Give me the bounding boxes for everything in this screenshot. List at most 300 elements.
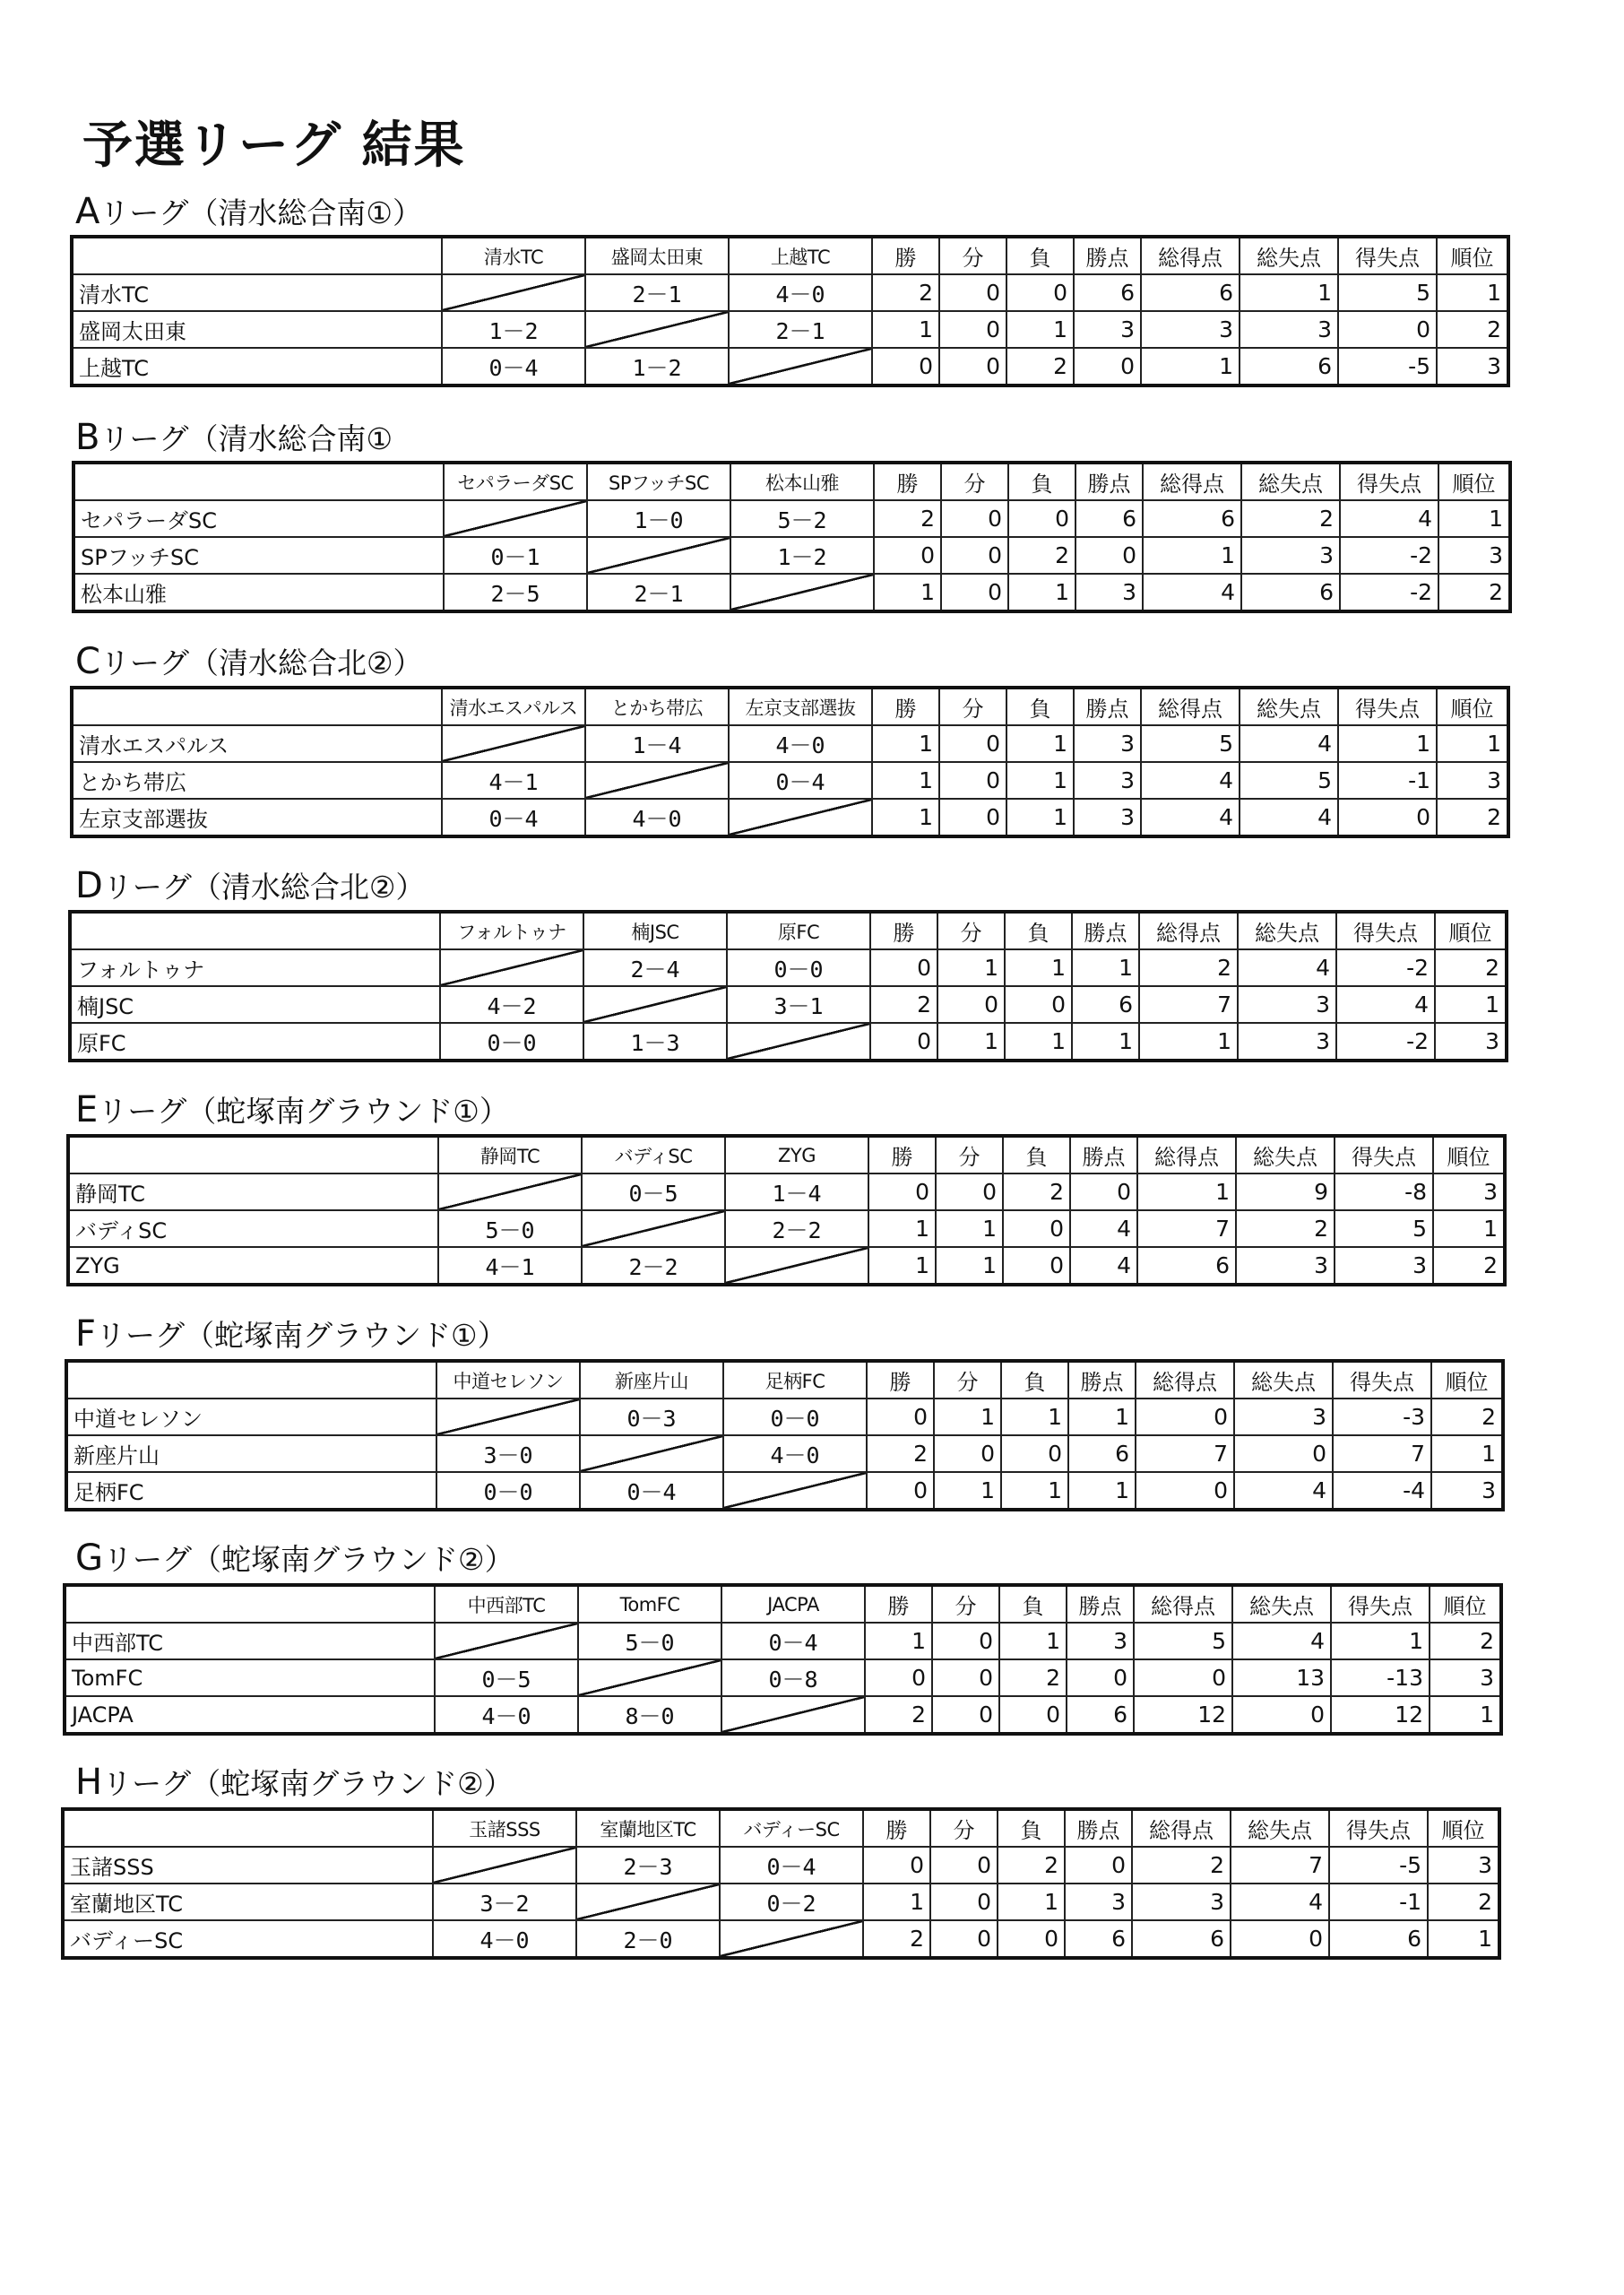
row-team-name: フォルトゥナ	[70, 949, 440, 986]
stat-value: 0	[932, 1623, 999, 1659]
stat-value: 3	[1132, 1884, 1231, 1920]
stat-value: 6	[1141, 274, 1240, 311]
column-header-stat: 勝点	[1067, 1585, 1134, 1623]
league-c-table	[70, 686, 1510, 838]
stat-value: 1	[937, 1023, 1005, 1061]
league-a-heading	[75, 190, 422, 232]
stat-value: 2	[1236, 1210, 1335, 1247]
stat-value: 0	[867, 1472, 934, 1510]
stat-value: 4	[1340, 500, 1438, 537]
stat-value: 0	[939, 762, 1006, 799]
stat-value: 1	[1006, 762, 1074, 799]
self-match-cell	[433, 1847, 576, 1884]
stat-value: 0	[932, 1659, 999, 1696]
stat-value: 4	[1238, 949, 1336, 986]
table-row	[70, 949, 1507, 986]
match-score: 1－3	[583, 1023, 727, 1061]
stat-value: 3	[1430, 1659, 1501, 1696]
column-header-team: 玉諸SSS	[433, 1809, 576, 1847]
table-row	[73, 574, 1510, 611]
column-header-team: 室蘭地区TC	[576, 1809, 720, 1847]
header-row	[63, 1809, 1499, 1847]
match-score: 1－2	[730, 537, 874, 574]
stat-value: 2	[998, 1847, 1065, 1884]
column-header-stat: 勝点	[1074, 688, 1141, 725]
league-f-heading	[75, 1312, 507, 1355]
league-d-heading	[75, 864, 425, 906]
header-corner	[68, 1136, 438, 1173]
match-score: 1－4	[725, 1173, 868, 1210]
stat-value: 1	[1006, 725, 1074, 762]
column-header-stat: 総得点	[1143, 463, 1241, 500]
column-header-stat: 順位	[1433, 1136, 1505, 1173]
league-venue: リーグ（清水総合南①	[99, 421, 393, 456]
column-header-stat: 得失点	[1333, 1361, 1431, 1399]
stat-value: 0	[863, 1847, 930, 1884]
column-header-stat: 総得点	[1141, 237, 1240, 274]
stat-value: 4	[1141, 762, 1240, 799]
stat-value: 0	[874, 537, 941, 574]
stat-value: 1	[1005, 1023, 1072, 1061]
column-header-team: 清水TC	[442, 237, 585, 274]
stat-value: 6	[1143, 500, 1241, 537]
table-row	[68, 1173, 1505, 1210]
column-header-stat: 負	[999, 1585, 1067, 1623]
self-match-cell	[576, 1884, 720, 1920]
column-header-stat: 分	[939, 688, 1006, 725]
column-header-stat: 分	[932, 1585, 999, 1623]
stat-value: 1	[1139, 1023, 1238, 1061]
match-score: 3－0	[436, 1435, 580, 1472]
column-header-stat: 分	[930, 1809, 998, 1847]
stat-value: 1	[1437, 274, 1508, 311]
column-header-team: 原FC	[727, 912, 870, 949]
header-row	[68, 1136, 1505, 1173]
row-team-name: とかち帯広	[72, 762, 442, 799]
stat-value: 1	[934, 1472, 1001, 1510]
column-header-stat: 勝	[865, 1585, 932, 1623]
self-match-cell	[580, 1435, 723, 1472]
stat-value: 1	[868, 1247, 936, 1285]
header-row	[70, 912, 1507, 949]
stat-value: 1	[998, 1884, 1065, 1920]
stat-value: 1	[936, 1210, 1003, 1247]
column-header-stat: 勝	[870, 912, 937, 949]
table-row	[66, 1399, 1503, 1435]
column-header-stat: 順位	[1431, 1361, 1503, 1399]
stat-value: -5	[1338, 348, 1437, 385]
match-score: 4－1	[438, 1247, 582, 1285]
column-header-stat: 負	[1005, 912, 1072, 949]
column-header-team: バディーSC	[720, 1809, 863, 1847]
self-match-cell	[438, 1173, 582, 1210]
stat-value: 6	[1137, 1247, 1236, 1285]
match-score: 2－0	[576, 1920, 720, 1958]
stat-value: 0	[934, 1435, 1001, 1472]
stat-value: 2	[1438, 574, 1510, 611]
stat-value: 7	[1137, 1210, 1236, 1247]
league-h-table	[61, 1807, 1501, 1960]
stat-value: 2	[1430, 1623, 1501, 1659]
stat-value: 0	[1075, 537, 1143, 574]
stat-value: 6	[1065, 1920, 1132, 1958]
stat-value: 2	[1431, 1399, 1503, 1435]
stat-value: -2	[1340, 537, 1438, 574]
column-header-stat: 勝	[872, 237, 939, 274]
league-letter: E	[75, 1089, 99, 1130]
stat-value: 1	[868, 1210, 936, 1247]
league-a-table	[70, 235, 1510, 387]
stat-value: 1	[1431, 1435, 1503, 1472]
league-h-heading	[75, 1761, 514, 1803]
match-score: 4－0	[433, 1920, 576, 1958]
header-corner	[70, 912, 440, 949]
stat-value: 0	[1003, 1247, 1070, 1285]
header-corner	[65, 1585, 435, 1623]
stat-value: 2	[1428, 1884, 1499, 1920]
stat-value: 1	[1338, 725, 1437, 762]
stat-value: 0	[1134, 1659, 1232, 1696]
stat-value: 6	[1241, 574, 1340, 611]
row-team-name: 清水エスパルス	[72, 725, 442, 762]
match-score: 3－1	[727, 986, 870, 1023]
header-corner	[63, 1809, 433, 1847]
column-header-stat: 分	[934, 1361, 1001, 1399]
stat-value: 5	[1335, 1210, 1433, 1247]
column-header-team: フォルトゥナ	[440, 912, 583, 949]
stat-value: 0	[939, 799, 1006, 836]
stat-value: -2	[1340, 574, 1438, 611]
stat-value: 2	[874, 500, 941, 537]
header-row	[73, 463, 1510, 500]
column-header-stat: 総得点	[1137, 1136, 1236, 1173]
column-header-stat: 総得点	[1134, 1585, 1232, 1623]
stat-value: 1	[1433, 1210, 1505, 1247]
stat-value: 3	[1074, 311, 1141, 348]
row-team-name: TomFC	[65, 1659, 435, 1696]
column-header-stat: 勝	[874, 463, 941, 500]
column-header-stat: 勝	[868, 1136, 936, 1173]
stat-value: 7	[1333, 1435, 1431, 1472]
match-score: 8－0	[578, 1696, 721, 1734]
stat-value: 3	[1240, 311, 1338, 348]
match-score: 0－4	[442, 348, 585, 385]
stat-value: -2	[1336, 949, 1435, 986]
self-match-cell	[725, 1247, 868, 1285]
stat-value: 6	[1072, 986, 1139, 1023]
stat-value: 2	[1435, 949, 1507, 986]
stat-value: 1	[1068, 1472, 1136, 1510]
column-header-team: とかち帯広	[585, 688, 729, 725]
stat-value: 0	[870, 1023, 937, 1061]
stat-value: 6	[1329, 1920, 1428, 1958]
stat-value: 0	[936, 1173, 1003, 1210]
column-header-stat: 総得点	[1141, 688, 1240, 725]
stat-value: 1	[999, 1623, 1067, 1659]
stat-value: 0	[1008, 500, 1075, 537]
column-header-stat: 総失点	[1231, 1809, 1329, 1847]
stat-value: 0	[867, 1399, 934, 1435]
column-header-stat: 総得点	[1132, 1809, 1231, 1847]
stat-value: 12	[1331, 1696, 1430, 1734]
column-header-stat: 総失点	[1238, 912, 1336, 949]
match-score: 4－0	[723, 1435, 867, 1472]
self-match-cell	[729, 348, 872, 385]
league-letter: F	[75, 1313, 97, 1355]
stat-value: 3	[1074, 799, 1141, 836]
stat-value: 0	[1136, 1399, 1234, 1435]
column-header-team: 盛岡太田東	[585, 237, 729, 274]
stat-value: -8	[1335, 1173, 1433, 1210]
column-header-team: SPフッチSC	[587, 463, 730, 500]
match-score: 0－5	[582, 1173, 725, 1210]
column-header-stat: 得失点	[1335, 1136, 1433, 1173]
stat-value: 0	[941, 500, 1008, 537]
stat-value: -13	[1331, 1659, 1430, 1696]
match-score: 1－2	[442, 311, 585, 348]
row-team-name: 中西部TC	[65, 1623, 435, 1659]
column-header-team: 中西部TC	[435, 1585, 578, 1623]
league-letter: B	[75, 417, 100, 458]
match-score: 5－2	[730, 500, 874, 537]
stat-value: 2	[1132, 1847, 1231, 1884]
row-team-name: バディーSC	[63, 1920, 433, 1958]
column-header-stat: 総得点	[1139, 912, 1238, 949]
self-match-cell	[440, 949, 583, 986]
column-header-stat: 負	[1003, 1136, 1070, 1173]
match-score: 2－2	[725, 1210, 868, 1247]
match-score: 0－0	[440, 1023, 583, 1061]
stat-value: 13	[1232, 1659, 1331, 1696]
league-e-heading	[75, 1088, 509, 1130]
column-header-team: 楠JSC	[583, 912, 727, 949]
stat-value: 3	[1433, 1173, 1505, 1210]
stat-value: 5	[1240, 762, 1338, 799]
stat-value: 3	[1438, 537, 1510, 574]
stat-value: 3	[1236, 1247, 1335, 1285]
stat-value: 4	[1143, 574, 1241, 611]
league-c-heading	[75, 640, 423, 682]
row-team-name: 松本山雅	[73, 574, 444, 611]
match-score: 4－0	[729, 725, 872, 762]
stat-value: 3	[1234, 1399, 1333, 1435]
stat-value: 4	[1070, 1210, 1137, 1247]
stat-value: 5	[1141, 725, 1240, 762]
stat-value: 1	[1006, 311, 1074, 348]
column-header-stat: 順位	[1437, 688, 1508, 725]
header-corner	[72, 688, 442, 725]
stat-value: 0	[998, 1920, 1065, 1958]
self-match-cell	[721, 1696, 865, 1734]
self-match-cell	[727, 1023, 870, 1061]
stat-value: 1	[1240, 274, 1338, 311]
stat-value: 3	[1238, 986, 1336, 1023]
stat-value: 7	[1231, 1847, 1329, 1884]
stat-value: 0	[941, 574, 1008, 611]
column-header-stat: 負	[1001, 1361, 1068, 1399]
table-row	[72, 311, 1508, 348]
match-score: 0－2	[720, 1884, 863, 1920]
column-header-team: 左京支部選抜	[729, 688, 872, 725]
column-header-team: 上越TC	[729, 237, 872, 274]
match-score: 5－0	[438, 1210, 582, 1247]
match-score: 3－2	[433, 1884, 576, 1920]
league-letter: A	[75, 191, 100, 232]
header-corner	[72, 237, 442, 274]
self-match-cell	[585, 762, 729, 799]
stat-value: 1	[1430, 1696, 1501, 1734]
stat-value: 0	[1067, 1659, 1134, 1696]
stat-value: 1	[936, 1247, 1003, 1285]
stat-value: 0	[1074, 348, 1141, 385]
stat-value: 1	[872, 725, 939, 762]
stat-value: 3	[1435, 1023, 1507, 1061]
league-venue: リーグ（清水総合北②）	[102, 870, 426, 905]
stat-value: 1	[1006, 799, 1074, 836]
stat-value: 3	[1241, 537, 1340, 574]
column-header-stat: 総失点	[1232, 1585, 1331, 1623]
self-match-cell	[585, 311, 729, 348]
column-header-stat: 得失点	[1329, 1809, 1428, 1847]
column-header-stat: 勝点	[1068, 1361, 1136, 1399]
stat-value: 0	[939, 725, 1006, 762]
stat-value: -4	[1333, 1472, 1431, 1510]
stat-value: 1	[1137, 1173, 1236, 1210]
header-row	[65, 1585, 1501, 1623]
stat-value: 3	[1074, 762, 1141, 799]
column-header-stat: 勝点	[1065, 1809, 1132, 1847]
table-row	[72, 762, 1508, 799]
stat-value: 1	[1001, 1472, 1068, 1510]
stat-value: 0	[1070, 1173, 1137, 1210]
league-letter: H	[75, 1762, 103, 1803]
stat-value: 2	[1433, 1247, 1505, 1285]
match-score: 4－0	[585, 799, 729, 836]
row-team-name: 足柄FC	[66, 1472, 436, 1510]
league-e-table	[66, 1134, 1507, 1286]
table-row	[72, 725, 1508, 762]
row-team-name: 室蘭地区TC	[63, 1884, 433, 1920]
row-team-name: バディSC	[68, 1210, 438, 1247]
stat-value: -1	[1338, 762, 1437, 799]
row-team-name: 中道セレソン	[66, 1399, 436, 1435]
column-header-stat: 勝	[872, 688, 939, 725]
stat-value: 0	[1232, 1696, 1331, 1734]
stat-value: 5	[1338, 274, 1437, 311]
stat-value: 1	[937, 949, 1005, 986]
stat-value: 2	[1437, 799, 1508, 836]
match-score: 0－5	[435, 1659, 578, 1696]
column-header-team: JACPA	[721, 1585, 865, 1623]
column-header-stat: 分	[941, 463, 1008, 500]
league-letter: C	[75, 641, 100, 682]
table-row	[73, 500, 1510, 537]
league-venue: リーグ（蛇塚南グラウンド②）	[103, 1542, 514, 1577]
table-row	[65, 1696, 1501, 1734]
stat-value: 1	[1072, 1023, 1139, 1061]
stat-value: 1	[865, 1623, 932, 1659]
stat-value: 3	[1065, 1884, 1132, 1920]
self-match-cell	[435, 1623, 578, 1659]
match-score: 0－8	[721, 1659, 865, 1696]
column-header-stat: 順位	[1428, 1809, 1499, 1847]
column-header-stat: 得失点	[1340, 463, 1438, 500]
column-header-stat: 負	[1008, 463, 1075, 500]
row-team-name: 盛岡太田東	[72, 311, 442, 348]
stat-value: 0	[930, 1884, 998, 1920]
column-header-stat: 順位	[1438, 463, 1510, 500]
stat-value: 2	[1437, 311, 1508, 348]
stat-value: 2	[870, 986, 937, 1023]
self-match-cell	[582, 1210, 725, 1247]
column-header-stat: 順位	[1437, 237, 1508, 274]
stat-value: 1	[1068, 1399, 1136, 1435]
stat-value: -5	[1329, 1847, 1428, 1884]
league-letter: D	[75, 865, 103, 906]
stat-value: 2	[1006, 348, 1074, 385]
match-score: 2－1	[729, 311, 872, 348]
league-d-table	[68, 910, 1508, 1062]
stat-value: 2	[1008, 537, 1075, 574]
column-header-stat: 勝点	[1075, 463, 1143, 500]
stat-value: 0	[865, 1659, 932, 1696]
column-header-stat: 得失点	[1331, 1585, 1430, 1623]
match-score: 1－4	[585, 725, 729, 762]
stat-value: 0	[1006, 274, 1074, 311]
stat-value: 1	[1001, 1399, 1068, 1435]
self-match-cell	[578, 1659, 721, 1696]
column-header-stat: 総失点	[1240, 237, 1338, 274]
stat-value: 3	[1238, 1023, 1336, 1061]
stat-value: 0	[941, 537, 1008, 574]
row-team-name: SPフッチSC	[73, 537, 444, 574]
row-team-name: JACPA	[65, 1696, 435, 1734]
match-score: 0－4	[580, 1472, 723, 1510]
table-row	[70, 986, 1507, 1023]
stat-value: 0	[1136, 1472, 1234, 1510]
stat-value: 4	[1240, 725, 1338, 762]
stat-value: 1	[1428, 1920, 1499, 1958]
league-g-heading	[75, 1537, 514, 1579]
stat-value: 1	[1005, 949, 1072, 986]
column-header-stat: 負	[998, 1809, 1065, 1847]
match-score: 0－4	[442, 799, 585, 836]
stat-value: 6	[1075, 500, 1143, 537]
column-header-team: ZYG	[725, 1136, 868, 1173]
match-score: 4－0	[729, 274, 872, 311]
column-header-stat: 総失点	[1241, 463, 1340, 500]
column-header-stat: 勝点	[1072, 912, 1139, 949]
league-venue: リーグ（蛇塚南グラウンド①）	[96, 1318, 507, 1353]
match-score: 0－4	[721, 1623, 865, 1659]
stat-value: 4	[1336, 986, 1435, 1023]
stat-value: 3	[1141, 311, 1240, 348]
stat-value: 3	[1428, 1847, 1499, 1884]
self-match-cell	[587, 537, 730, 574]
table-row	[68, 1210, 1505, 1247]
column-header-stat: 得失点	[1338, 237, 1437, 274]
stat-value: 2	[865, 1696, 932, 1734]
header-row	[66, 1361, 1503, 1399]
stat-value: 4	[1240, 799, 1338, 836]
stat-value: 0	[1001, 1435, 1068, 1472]
stat-value: 12	[1134, 1696, 1232, 1734]
stat-value: 1	[1141, 348, 1240, 385]
self-match-cell	[442, 725, 585, 762]
self-match-cell	[436, 1399, 580, 1435]
stat-value: 6	[1068, 1435, 1136, 1472]
self-match-cell	[729, 799, 872, 836]
